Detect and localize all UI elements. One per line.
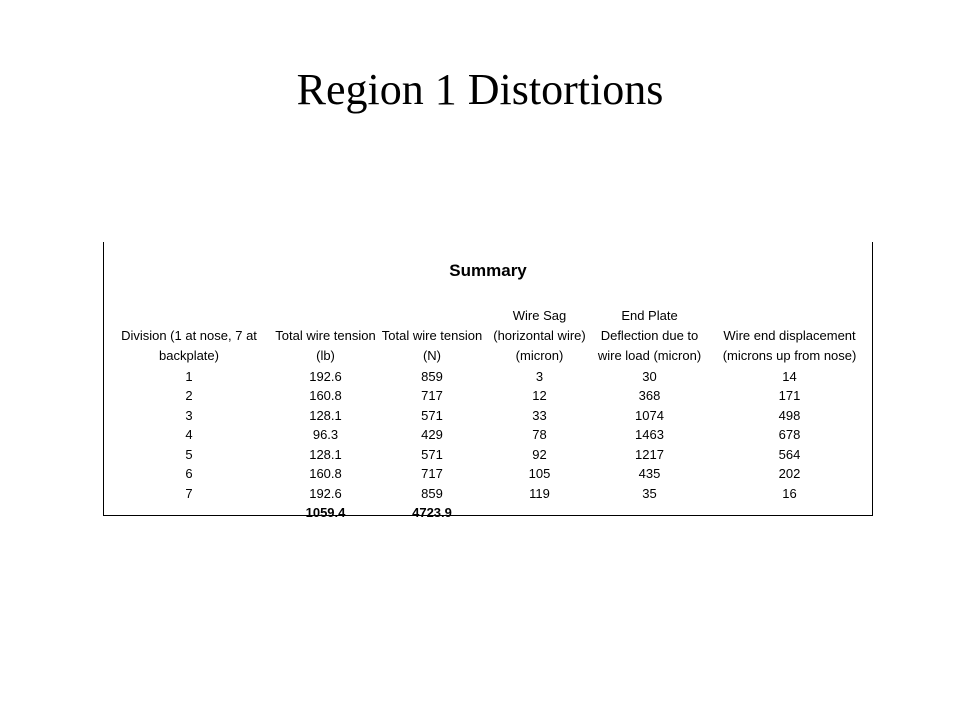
total-tension-n: 4723.9: [412, 505, 452, 520]
cell-division: 7: [185, 485, 193, 501]
summary-caption: Summary: [449, 261, 527, 280]
cell-division: 3: [185, 407, 193, 423]
table-row: [104, 425, 872, 445]
table-row: [104, 366, 872, 386]
slide-title: Region 1 Distortions: [296, 65, 664, 114]
header-tension-lb: Total wire tension (lb): [275, 328, 376, 363]
cell-wire-sag: 3: [535, 368, 544, 384]
total-wire-end-displacement: [707, 503, 872, 523]
cell-wire-sag: 12: [532, 388, 547, 403]
totals-row: [104, 503, 872, 523]
cell-end-plate-deflection: 1463: [635, 427, 664, 442]
cell-wire-sag: 33: [532, 407, 547, 423]
cell-wire-end-displacement: 564: [778, 446, 801, 462]
cell-tension-lb: 160.8: [309, 388, 342, 403]
cell-division: 5: [185, 446, 193, 462]
cell-end-plate-deflection: 368: [638, 388, 661, 403]
header-wire-end-displacement: Wire end displacement (microns up from nose): [722, 328, 857, 363]
cell-wire-sag: 92: [532, 446, 547, 462]
table-row: [104, 464, 872, 484]
cell-end-plate-deflection: 1074: [635, 407, 664, 423]
cell-wire-sag: 78: [532, 427, 547, 442]
cell-tension-lb: 96.3: [312, 427, 339, 442]
header-tension-n: Total wire tension (N): [381, 328, 483, 363]
cell-wire-end-displacement: 678: [778, 427, 801, 442]
summary-table: [104, 256, 872, 522]
table-row: [104, 386, 872, 406]
cell-tension-n: 859: [421, 485, 443, 501]
cell-division: 1: [185, 368, 193, 384]
cell-tension-lb: 160.8: [309, 466, 342, 481]
cell-end-plate-deflection: 435: [638, 466, 661, 481]
cell-end-plate-deflection: 35: [642, 485, 657, 501]
table-row: [104, 444, 872, 464]
cell-division: 2: [185, 388, 193, 403]
summary-caption-row: [104, 256, 872, 286]
table-row: [104, 483, 872, 503]
total-division: [104, 503, 274, 523]
total-end-plate-deflection: [592, 503, 707, 523]
cell-end-plate-deflection: 1217: [635, 446, 664, 462]
total-tension-lb: 1059.4: [305, 505, 346, 520]
cell-tension-n: 571: [421, 446, 443, 462]
total-wire-sag: [487, 503, 592, 523]
cell-division: 4: [185, 427, 193, 442]
header-division: Division (1 at nose, 7 at backplate): [121, 328, 257, 363]
cell-tension-lb: 128.1: [309, 407, 342, 423]
cell-tension-lb: 192.6: [309, 485, 342, 501]
cell-wire-sag: 119: [529, 485, 550, 501]
table-row: [104, 405, 872, 425]
cell-division: 6: [185, 466, 193, 481]
header-row: [104, 286, 872, 366]
cell-wire-end-displacement: 16: [782, 485, 797, 501]
cell-wire-sag: 105: [528, 466, 551, 481]
cell-wire-end-displacement: 498: [778, 407, 801, 423]
cell-end-plate-deflection: 30: [642, 368, 657, 384]
cell-wire-end-displacement: 14: [782, 368, 797, 384]
cell-tension-n: 717: [421, 388, 443, 403]
header-wire-sag: Wire Sag (horizontal wire) (micron): [493, 308, 586, 363]
cell-tension-lb: 192.6: [309, 368, 342, 384]
cell-wire-end-displacement: 202: [778, 466, 801, 481]
cell-wire-end-displacement: 171: [778, 388, 801, 403]
cell-tension-n: 429: [421, 427, 443, 442]
cell-tension-n: 571: [421, 407, 443, 423]
header-end-plate-deflection: End Plate Deflection due to wire load (micron): [597, 308, 702, 363]
cell-tension-n: 859: [421, 368, 443, 384]
cell-tension-lb: 128.1: [309, 446, 342, 462]
cell-tension-n: 717: [421, 466, 443, 481]
